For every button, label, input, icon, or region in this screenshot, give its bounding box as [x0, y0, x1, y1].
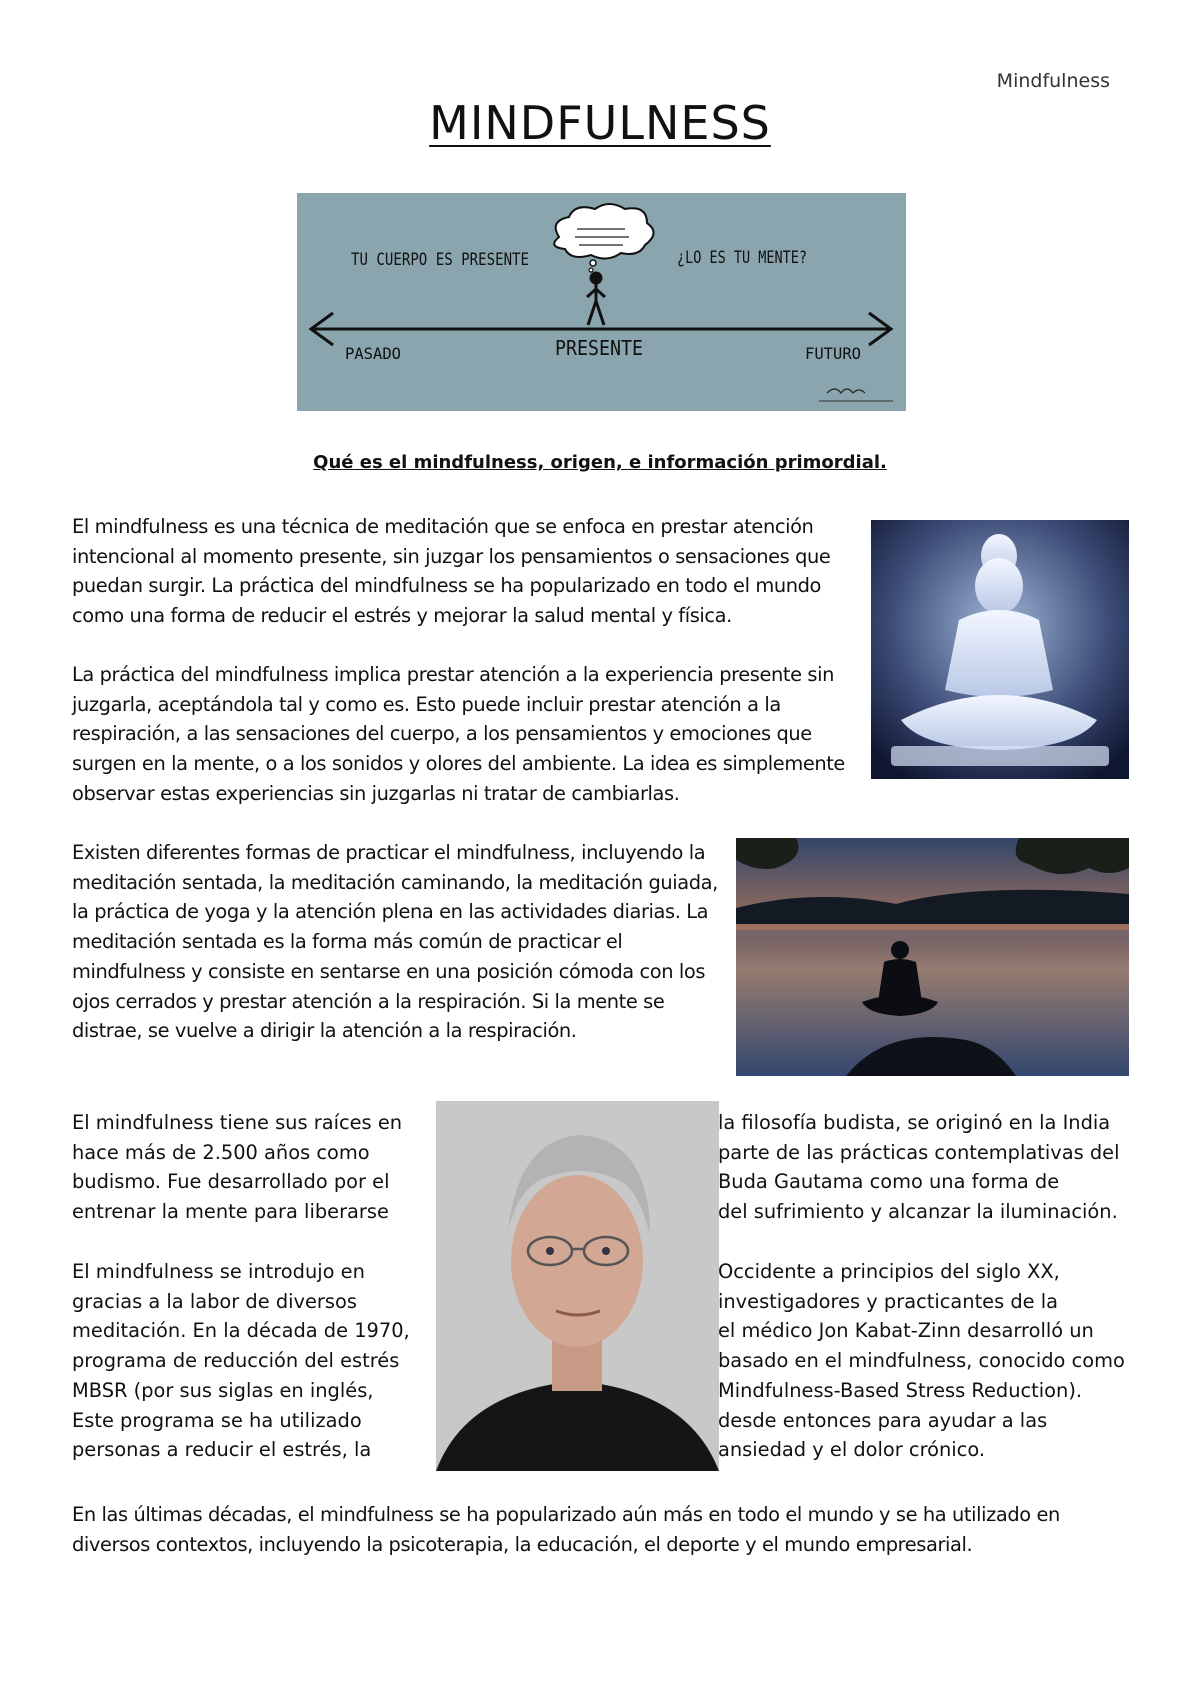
paragraph-practice [72, 660, 862, 809]
text-line: MBSR (por sus siglas en inglés, [72, 1378, 374, 1402]
text-line: investigadores y practicantes de la [718, 1289, 1059, 1313]
text-line: ansiedad y el dolor crónico. [718, 1438, 986, 1462]
page-title: MINDFULNESS [429, 96, 771, 150]
paragraph-west-left [72, 1257, 410, 1465]
text-line: El mindfulness tiene sus raíces en [72, 1111, 403, 1134]
banner-future-label: FUTURO [805, 344, 861, 363]
buddha-statue-image [871, 520, 1129, 779]
present-moment-banner [297, 193, 906, 411]
paragraph-origin-right [718, 1108, 1119, 1227]
text-line: hace más de 2.500 años como [72, 1140, 370, 1164]
banner-past-label: PASADO [345, 344, 401, 363]
text-line: basado en el mindfulness, conocido como [718, 1349, 1125, 1373]
text-line: Mindfulness-Based Stress Reduction). [718, 1378, 1083, 1402]
text-line: gracias a la labor de diversos [72, 1289, 357, 1313]
paragraph-text: Existen diferentes formas de practicar el mindfulness, incluyendo la meditación sentada, la meditación caminando, la meditación guiada, la práctica de yoga y la atención plena en las actividades diarias. La meditación sentada es la forma más común de practicar el mindfulness y consiste en sentarse en una posición cómoda con los ojos cerrados y prestar atención a la respiración. Si la mente se distrae, se vuelve a dirigir la atención a la respiración. [72, 841, 718, 1043]
text-line: Occidente a principios del siglo XX, [718, 1260, 1060, 1283]
paragraph-text: La práctica del mindfulness implica prestar atención a la experiencia presente sin juzgarla, aceptándola tal y como es. Esto puede incluir prestar atención a la respiración, a las sensaciones del cuerpo, a los pensamientos y emociones que surgen en la mente, o a los sonidos y olores del ambiente. La idea es simplemente observar estas experiencias sin juzgarlas ni tratar de cambiarlas. [72, 663, 845, 805]
paragraph-west-right [718, 1257, 1125, 1465]
paragraph-recent [72, 1500, 1136, 1559]
section-heading: Qué es el mindfulness, origen, e información primordial. [313, 452, 887, 473]
text-line: entrenar la mente para liberarse [72, 1200, 389, 1224]
banner-left-text: TU CUERPO ES PRESENTE [351, 250, 529, 270]
text-line: el médico Jon Kabat-Zinn desarrolló un [718, 1319, 1094, 1343]
text-line: la filosofía budista, se originó en la India [718, 1111, 1111, 1134]
text-line: del sufrimiento y alcanzar la iluminación. [718, 1200, 1118, 1224]
text-line: El mindfulness se introdujo en [72, 1260, 365, 1283]
running-header: Mindfulness [996, 70, 1110, 92]
text-line: Este programa se ha utilizado [72, 1408, 362, 1432]
text-line: meditación. En la década de 1970, [72, 1319, 410, 1343]
text-line: budismo. Fue desarrollado por el [72, 1170, 390, 1194]
paragraph-origin-left [72, 1108, 402, 1227]
lake-meditation-image [736, 838, 1129, 1076]
text-line: programa de reducción del estrés [72, 1349, 400, 1373]
text-line: Buda Gautama como una forma de [718, 1170, 1060, 1194]
text-line: desde entonces para ayudar a las [718, 1408, 1048, 1432]
banner-illustration [297, 193, 906, 411]
text-line: personas a reducir el estrés, la [72, 1438, 372, 1462]
banner-right-text: ¿LO ES TU MENTE? [677, 248, 807, 268]
paragraph-intro [72, 512, 852, 631]
paragraph-text: El mindfulness es una técnica de meditación que se enfoca en prestar atención intencional al momento presente, sin juzgar los pensamientos o sensaciones que puedan surgir. La práctica del mindfulness se ha popularizado en todo el mundo como una forma de reducir el estrés y mejorar la salud mental y física. [72, 515, 831, 628]
paragraph-forms [72, 838, 720, 1046]
paragraph-text: En las últimas décadas, el mindfulness se ha popularizado aún más en todo el mundo y se ha utilizado en diversos contextos, incluyendo la psicoterapia, la educación, el deporte y el mundo empresarial. [72, 1503, 1060, 1556]
banner-present-label: PRESENTE [555, 336, 643, 360]
text-line: parte de las prácticas contemplativas del [718, 1140, 1120, 1164]
jon-kabat-zinn-portrait-image [436, 1101, 719, 1471]
